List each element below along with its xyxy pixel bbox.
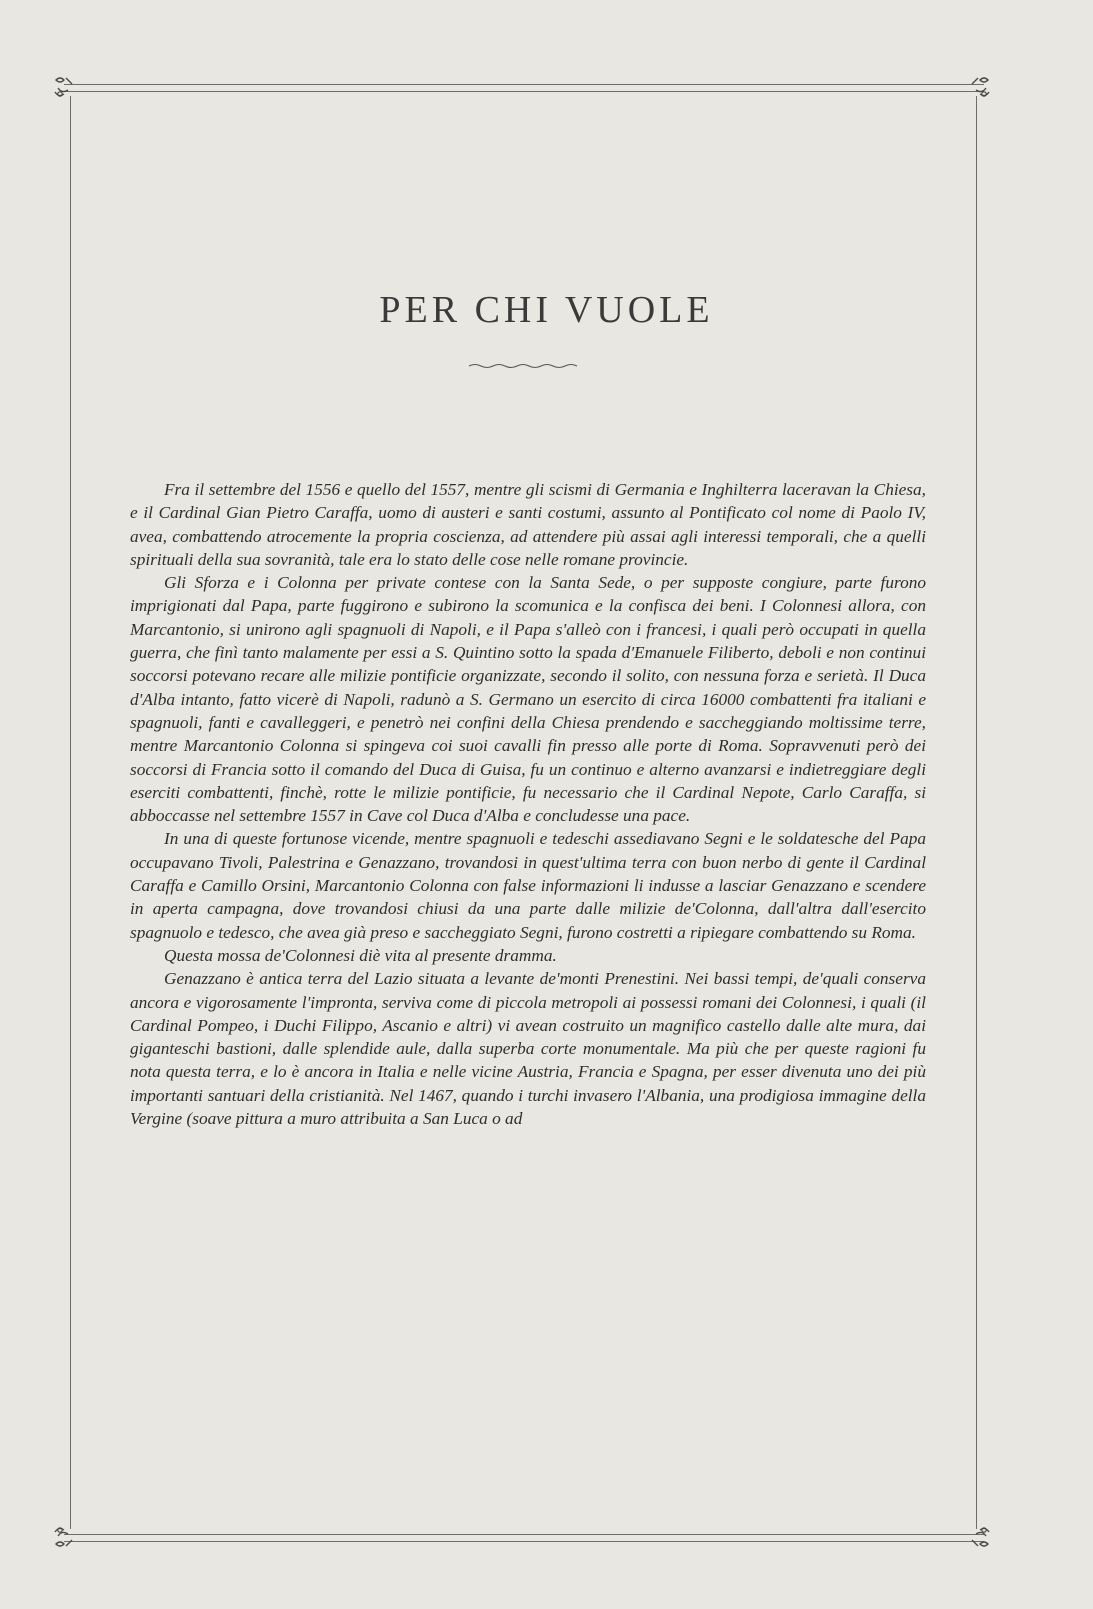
paragraph: In una di queste fortunose vicende, mentre spagnuoli e tedeschi assediavano Segni e le soldatesche del Papa occupavano Tivoli, Palestrina e Genazzano, trovandosi in quest'ultima terra con buon nerbo di gente il Cardinal Caraffa e Camillo Orsini, Marcantonio Colonna con false informazioni li indusse a lasciar Genazzano e scendere in aperta campagna, dove trovandosi chiusi da una parte dalle milizie de'Colonna, dall'altra dall'esercito spagnuolo e tedesco, che avea già preso e saccheggiato Segni, furono costretti a ripiegare combattendo su Roma. (130, 829, 926, 942)
frame-bottom-inner-rule (64, 1541, 984, 1542)
frame-top-inner-rule (64, 91, 984, 92)
frame-top-rule (64, 84, 984, 85)
title-underline-ornament (467, 362, 579, 370)
frame-bottom-rule (64, 1534, 984, 1535)
paragraph: Genazzano è antica terra del Lazio situata a levante de'monti Prenestini. Nei bassi tempi, de'quali conserva ancora e vigorosamente l'impronta, serviva come di piccola metropoli ai possessi romani dei Colonnesi, i quali (il Cardinal Pompeo, i Duchi Filippo, Ascanio e altri) vi avean costruito un magnifico castello dalle alte mura, dai giganteschi bastioni, dalle splendide aule, dalla superba corte monumentale. Ma più che per queste ragioni fu nota questa terra, e lo è ancora in Italia e nelle vicine Austria, Francia e Spagna, per esser divenuta uno dei più importanti santuari della cristianità. Nel 1467, quando i turchi invasero l'Albania, una prodigiosa immagine della Vergine (soave pittura a muro attribuita a San Luca o ad (130, 969, 926, 1129)
page-title: PER CHI VUOLE (379, 289, 714, 331)
paragraph: Gli Sforza e i Colonna per private contese con la Santa Sede, o per supposte congiure, parte furono imprigionati dal Papa, parte fuggirono e subirono la scomunica e la confisca dei beni. I Colonnesi allora, con Marcantonio, si unirono agli spagnuoli di Napoli, e il Papa s'alleò con i francesi, i quali però occupati in quella guerra, che finì tanto malamente per essi a S. Quintino sotto la spada d'Emanuele Filiberto, deboli e non continui soccorsi potevano recare alle milizie pontificie organizzate, secondo il solito, con nessuna forza e serietà. Il Duca d'Alba intanto, fatto vicerè di Napoli, radunò a S. Germano un esercito di circa 16000 combattenti fra italiani e spagnuoli, fanti e cavalleggeri, e penetrò nei confini della Chiesa prendendo e saccheggiando moltissime terre, mentre Marcantonio Colonna si spingeva coi suoi cavalli fin presso alle porte di Roma. Sopravvenuti però dei soccorsi di Francia sotto il comando del Duca di Guisa, fu un continuo e alterno avanzarsi e indietreggiare degli eserciti combattenti, finchè, rotte le milizie pontificie, fu necessario che il Cardinal Nepote, Carlo Caraffa, si abboccasse nel settembre 1557 in Cave col Duca d'Alba e concludesse una pace. (130, 573, 926, 826)
paragraph: Questa mossa de'Colonnesi diè vita al presente dramma. (164, 945, 557, 965)
corner-ornament-icon (52, 74, 78, 100)
corner-ornament-icon (52, 1524, 78, 1550)
body-text (130, 478, 926, 1130)
paragraph: Fra il settembre del 1556 e quello del 1557, mentre gli scismi di Germania e Inghilterra laceravan la Chiesa, e il Cardinal Gian Pietro Caraffa, uomo di austeri e santi costumi, assunto al Pontificato col nome di Paolo IV, avea, combattendo atrocemente la propria coscienza, ad attendere più assai agli interessi temporali, che a quelli spirituali della sua sovranità, tale era lo stato delle cose nelle romane provincie. (130, 480, 926, 569)
corner-ornament-icon (966, 1524, 992, 1550)
corner-ornament-icon (966, 74, 992, 100)
